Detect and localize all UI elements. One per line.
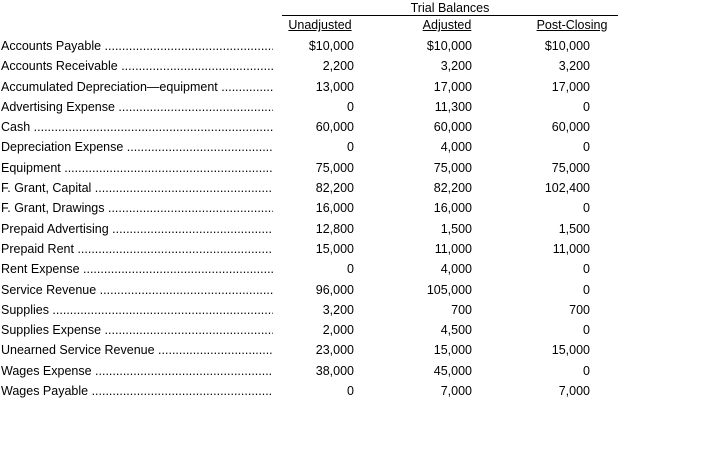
account-name: Wages Expense ..... [1, 363, 273, 379]
table-row [0, 78, 720, 98]
account-name: F. Grant, Capital ..... [1, 180, 273, 196]
table-row [0, 321, 720, 341]
table-row [0, 362, 720, 382]
account-name: Cash ..... [1, 119, 273, 135]
unadjusted-value: 96,000 [315, 282, 354, 297]
table-row [0, 240, 720, 260]
unadjusted-value: 2,200 [322, 59, 354, 74]
column-header-adjusted: Adjusted [422, 18, 472, 32]
account-name: Supplies ..... [1, 302, 273, 318]
post-closing-value: 1,500 [558, 221, 590, 236]
table-row [0, 98, 720, 118]
unadjusted-value: 0 [347, 140, 354, 155]
adjusted-value: 75,000 [433, 160, 472, 175]
adjusted-value: 82,200 [433, 181, 472, 196]
post-closing-value: 0 [583, 140, 590, 155]
post-closing-value: 0 [583, 99, 590, 114]
post-closing-value: 7,000 [558, 384, 590, 399]
table-row [0, 220, 720, 240]
account-name: Accounts Receivable ..... [1, 58, 273, 74]
table-row [0, 37, 720, 57]
adjusted-value: 16,000 [433, 201, 472, 216]
account-name: Supplies Expense ..... [1, 322, 273, 338]
unadjusted-value: 12,800 [315, 221, 354, 236]
post-closing-value: 0 [583, 363, 590, 378]
post-closing-value: 0 [583, 282, 590, 297]
account-name: Wages Payable ..... [1, 383, 273, 399]
adjusted-value: 11,300 [434, 99, 472, 114]
account-name: Accumulated Depreciation—equipment ..... [1, 79, 273, 95]
unadjusted-value: 23,000 [315, 343, 354, 358]
post-closing-value: 0 [583, 262, 590, 277]
post-closing-value: 17,000 [551, 79, 590, 94]
table-row [0, 341, 720, 361]
unadjusted-value: 0 [347, 384, 354, 399]
heading-rule [282, 15, 618, 16]
account-name: Service Revenue ..... [1, 282, 273, 298]
unadjusted-value: 0 [347, 99, 354, 114]
adjusted-value: 700 [451, 302, 472, 317]
unadjusted-value: 75,000 [315, 160, 354, 175]
post-closing-value: 700 [569, 302, 590, 317]
account-name: Equipment ..... [1, 160, 273, 176]
unadjusted-value: 13,000 [315, 79, 354, 94]
unadjusted-value: 2,000 [322, 323, 354, 338]
table-row [0, 301, 720, 321]
table-row [0, 281, 720, 301]
account-name: Prepaid Rent ..... [1, 241, 273, 257]
post-closing-value: 75,000 [551, 160, 590, 175]
adjusted-value: 17,000 [433, 79, 472, 94]
post-closing-value: 0 [583, 323, 590, 338]
table-row [0, 138, 720, 158]
table-row [0, 260, 720, 280]
unadjusted-value: 38,000 [315, 363, 354, 378]
post-closing-value: 60,000 [551, 120, 590, 135]
post-closing-value: 102,400 [544, 181, 590, 196]
trial-balances-heading: Trial Balances [410, 1, 490, 15]
adjusted-value: 105,000 [426, 282, 472, 297]
post-closing-value: 0 [583, 201, 590, 216]
adjusted-value: 60,000 [433, 120, 472, 135]
adjusted-value: $10,000 [426, 39, 472, 53]
table-row [0, 199, 720, 219]
table-row [0, 118, 720, 138]
adjusted-value: 4,000 [440, 262, 472, 277]
adjusted-value: 1,500 [440, 221, 472, 236]
account-name: Rent Expense ..... [1, 261, 273, 277]
table-row [0, 179, 720, 199]
adjusted-value: 11,000 [434, 241, 472, 256]
adjusted-value: 3,200 [440, 59, 472, 74]
adjusted-value: 7,000 [440, 384, 472, 399]
accounts-table [0, 37, 720, 402]
post-closing-value: 3,200 [558, 59, 590, 74]
account-name: Depreciation Expense ..... [1, 139, 273, 155]
account-name: Advertising Expense ..... [1, 99, 273, 115]
unadjusted-value: 60,000 [315, 120, 354, 135]
unadjusted-value: 0 [347, 262, 354, 277]
unadjusted-value: 16,000 [315, 201, 354, 216]
account-name: Unearned Service Revenue ..... [1, 342, 273, 358]
account-name: Prepaid Advertising ..... [1, 221, 273, 237]
unadjusted-value: 3,200 [322, 302, 354, 317]
adjusted-value: 45,000 [433, 363, 472, 378]
column-header-post-closing: Post-Closing [536, 18, 608, 32]
unadjusted-value: $10,000 [308, 39, 354, 53]
account-name: Accounts Payable ..... [1, 38, 273, 54]
adjusted-value: 4,500 [440, 323, 472, 338]
post-closing-value: $10,000 [544, 39, 590, 53]
unadjusted-value: 15,000 [315, 241, 354, 256]
adjusted-value: 4,000 [440, 140, 472, 155]
table-row [0, 382, 720, 402]
table-row [0, 159, 720, 179]
post-closing-value: 11,000 [552, 241, 590, 256]
table-row [0, 57, 720, 77]
adjusted-value: 15,000 [433, 343, 472, 358]
unadjusted-value: 82,200 [315, 181, 354, 196]
column-header-unadjusted: Unadjusted [288, 18, 352, 32]
account-name: F. Grant, Drawings ..... [1, 200, 273, 216]
post-closing-value: 15,000 [551, 343, 590, 358]
